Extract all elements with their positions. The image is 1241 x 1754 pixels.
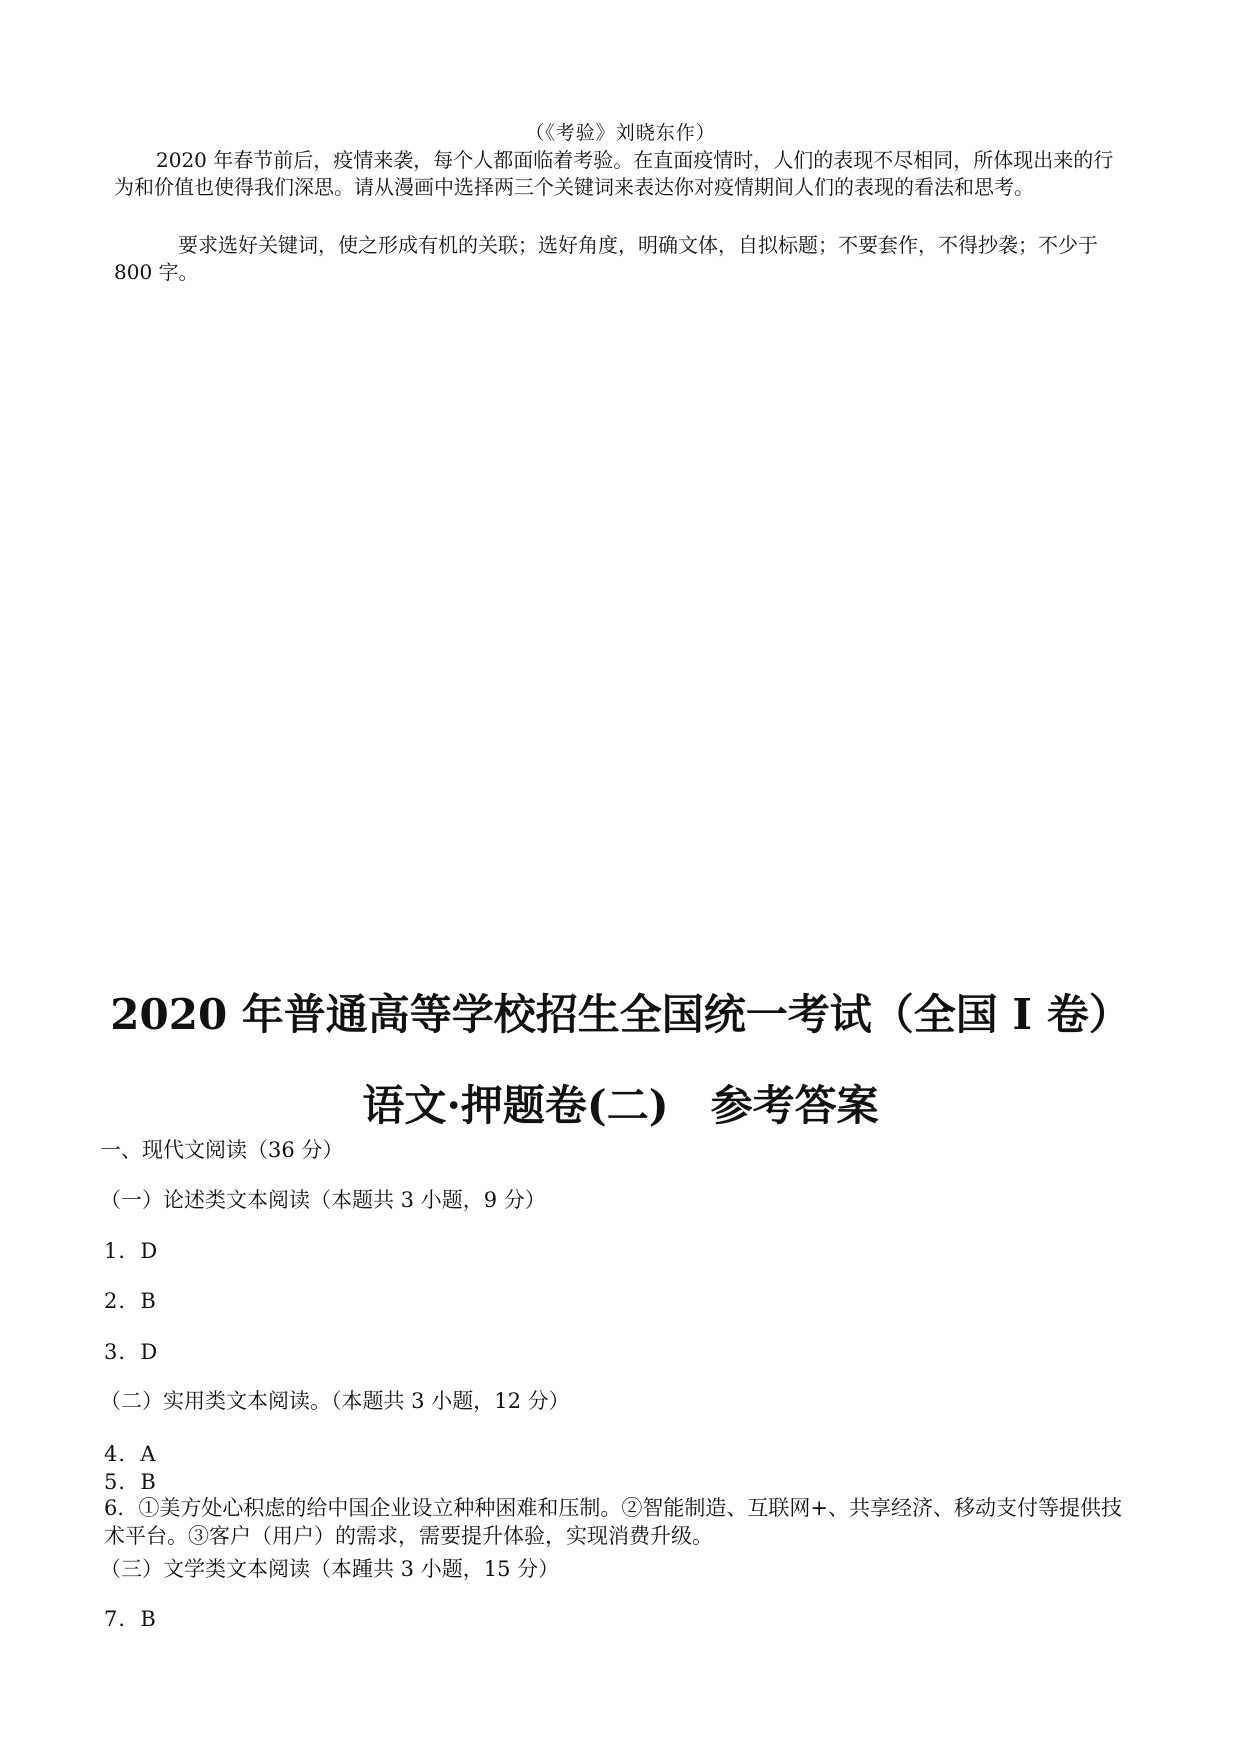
answer-item: 2．B — [104, 1289, 157, 1313]
answer-key-subtitle: 语文·押题卷(二) 参考答案 — [362, 1081, 879, 1130]
answer-item: 6．①美方处心积虑的给中国企业设立种种困难和压制。②智能制造、互联网+、共享经济、移动支付等提供技术平台。③客户（用户）的需求，需要提升体验，实现消费升级。 — [104, 1496, 1122, 1548]
subsection-heading: （二）实用类文本阅读。（本题共 3 小题，12 分） — [100, 1389, 570, 1413]
answer-key-title: 2020 年普通高等学校招生全国统一考试（全国 I 卷） — [110, 990, 1131, 1039]
prompt-requirements: 要求选好关键词，使之形成有机的关联；选好角度，明确文体，自拟标题；不要套作，不得抄袭；不少于 800 字。 — [114, 233, 1098, 284]
answer-item: 7．B — [104, 1607, 157, 1631]
answer-item: 3．D — [104, 1340, 159, 1364]
answer-item: 1．D — [104, 1239, 159, 1263]
cartoon-caption: （《考验》刘晓东作） — [525, 122, 716, 144]
subsection-heading: （一）论述类文本阅读（本题共 3 小题，9 分） — [100, 1188, 546, 1212]
answer-item: 5．B — [104, 1470, 157, 1494]
prompt-paragraph: 2020 年春节前后，疫情来袭，每个人都面临着考验。在直面疫情时，人们的表现不尽相同，所体现出来的行为和价值也使得我们深思。请从漫画中选择两三个关键词来表达你对疫情期间人们的表现的看法和思考。 — [114, 148, 1114, 199]
answer-item: 4．A — [104, 1442, 157, 1466]
section-heading: 一、现代文阅读（36 分） — [100, 1138, 344, 1162]
subsection-heading: （三）文学类文本阅读（本踵共 3 小题，15 分） — [100, 1557, 560, 1581]
